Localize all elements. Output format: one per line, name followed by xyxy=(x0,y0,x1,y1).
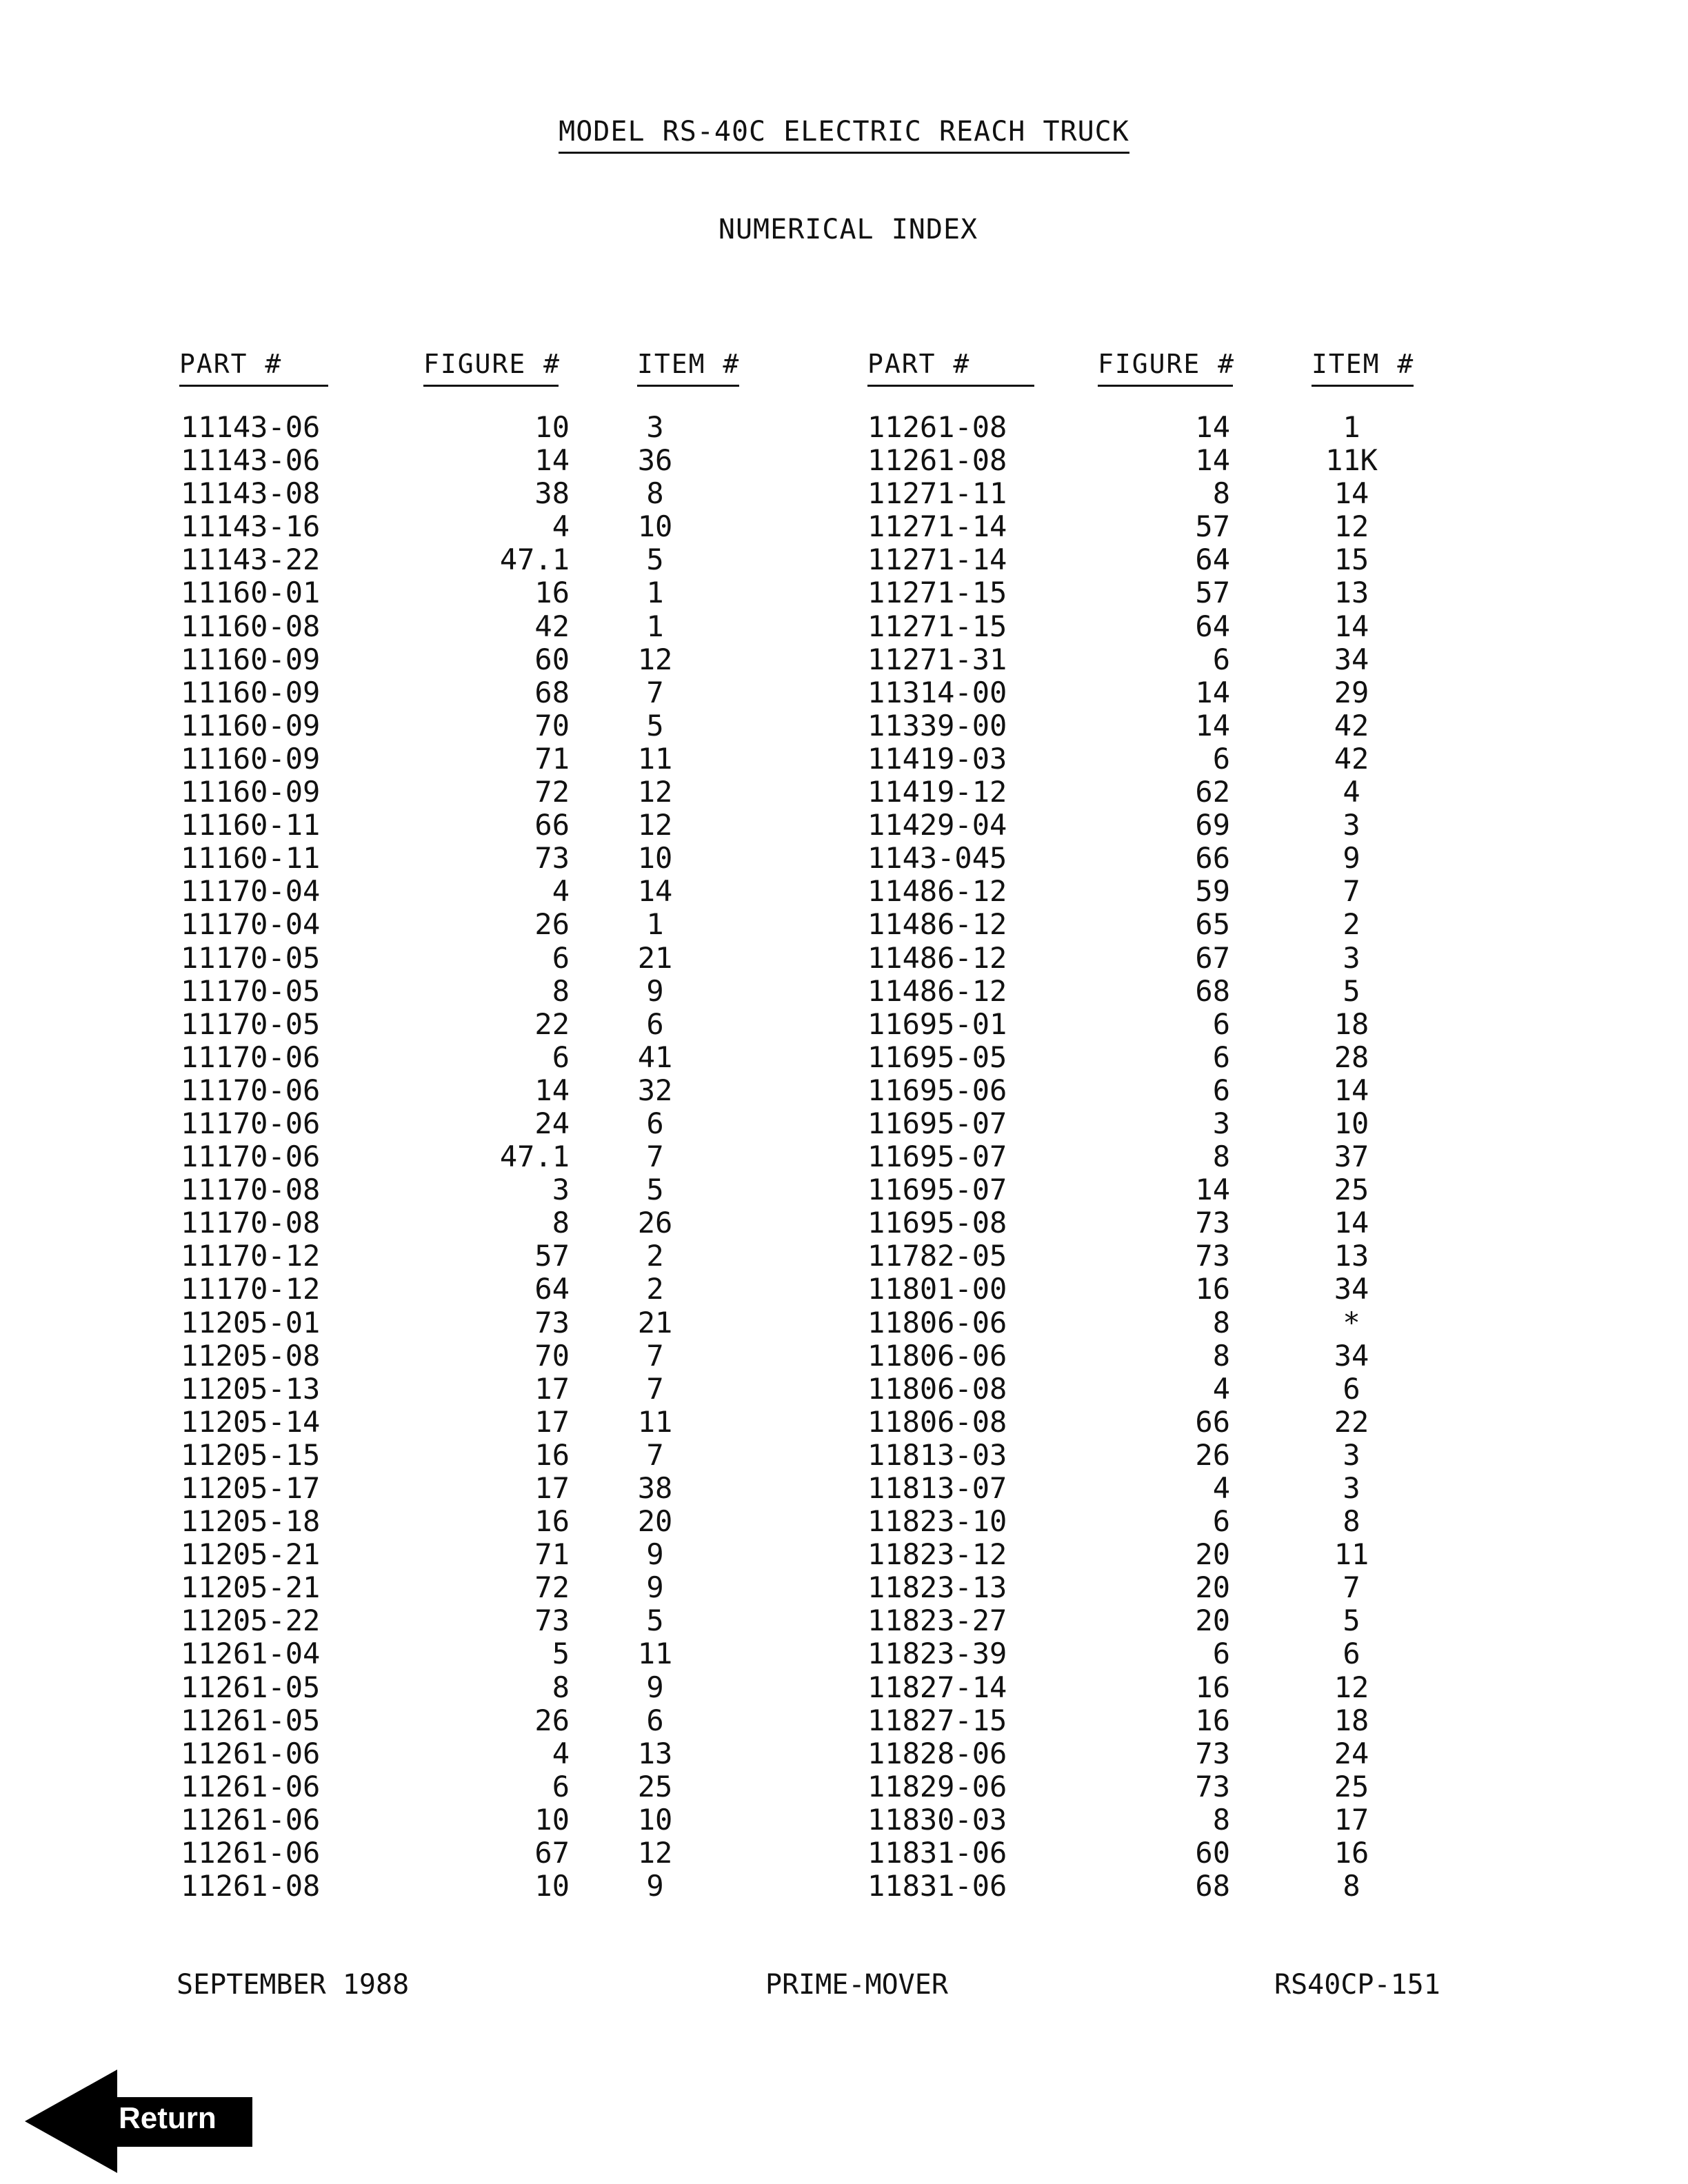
part-number-cell: 11261-08 xyxy=(181,1869,321,1903)
item-number-cell: 12 xyxy=(637,642,673,676)
item-number-cell: * xyxy=(1343,1305,1360,1339)
figure-number-cell: 73 xyxy=(534,1604,570,1638)
part-number-cell: 11823-12 xyxy=(867,1537,1007,1572)
part-number-cell: 11823-10 xyxy=(867,1504,1007,1539)
part-number-cell: 11261-05 xyxy=(181,1670,321,1704)
part-number-cell: 11160-09 xyxy=(181,741,321,776)
part-number-cell: 1143-045 xyxy=(867,841,1007,876)
part-number-cell: 11813-03 xyxy=(867,1437,1007,1472)
item-number-cell: 11 xyxy=(637,1404,673,1439)
item-number-cell: 32 xyxy=(637,1073,673,1107)
item-number-cell: 3 xyxy=(1343,1471,1360,1505)
item-number-cell: 42 xyxy=(1334,741,1369,776)
part-number-cell: 11486-12 xyxy=(867,973,1007,1008)
figure-number-cell: 67 xyxy=(1195,940,1230,975)
part-number-cell: 11806-08 xyxy=(867,1404,1007,1439)
figure-number-cell: 64 xyxy=(1195,609,1230,643)
figure-number-cell: 60 xyxy=(534,642,570,676)
figure-number-cell: 73 xyxy=(534,841,570,876)
item-number-cell: 3 xyxy=(1343,940,1360,975)
item-number-cell: 5 xyxy=(1343,1604,1360,1638)
item-number-cell: 12 xyxy=(1334,1670,1369,1704)
figure-number-cell: 6 xyxy=(552,1769,570,1803)
item-number-cell: 2 xyxy=(646,1239,664,1273)
figure-number-cell: 8 xyxy=(1212,1140,1230,1174)
part-number-cell: 11271-15 xyxy=(867,609,1007,643)
part-number-cell: 11261-05 xyxy=(181,1703,321,1737)
footer-page-code: RS40CP-151 xyxy=(1274,1969,1440,2001)
part-number-cell: 11829-06 xyxy=(867,1769,1007,1803)
page-title-text: MODEL RS-40C ELECTRIC REACH TRUCK xyxy=(559,116,1129,154)
figure-number-cell: 8 xyxy=(1212,1305,1230,1339)
part-number-cell: 11205-14 xyxy=(181,1404,321,1439)
part-number-cell: 11205-18 xyxy=(181,1504,321,1539)
part-number-cell: 11160-01 xyxy=(181,576,321,610)
figure-number-cell: 3 xyxy=(1212,1106,1230,1140)
figure-number-cell: 6 xyxy=(1212,642,1230,676)
figure-number-cell: 10 xyxy=(534,1802,570,1837)
part-number-cell: 11827-15 xyxy=(867,1703,1007,1737)
part-number-cell: 11261-06 xyxy=(181,1836,321,1870)
figure-number-cell: 47.1 xyxy=(499,1140,570,1174)
item-number-cell: 14 xyxy=(1334,1206,1369,1240)
part-number-cell: 11271-14 xyxy=(867,543,1007,577)
item-number-cell: 34 xyxy=(1334,1338,1369,1373)
item-number-cell: 38 xyxy=(637,1471,673,1505)
part-number-cell: 11160-11 xyxy=(181,841,321,876)
figure-number-cell: 3 xyxy=(552,1173,570,1207)
item-number-cell: 26 xyxy=(637,1206,673,1240)
item-number-cell: 21 xyxy=(637,940,673,975)
part-number-cell: 11271-14 xyxy=(867,509,1007,544)
figure-number-cell: 65 xyxy=(1195,907,1230,942)
item-number-cell: 6 xyxy=(646,1106,664,1140)
item-number-cell: 25 xyxy=(637,1769,673,1803)
item-number-cell: 3 xyxy=(1343,1437,1360,1472)
figure-number-cell: 17 xyxy=(534,1371,570,1406)
item-number-cell: 7 xyxy=(646,1371,664,1406)
part-number-cell: 11271-15 xyxy=(867,576,1007,610)
figure-number-cell: 6 xyxy=(1212,1637,1230,1671)
part-number-cell: 11170-06 xyxy=(181,1073,321,1107)
part-number-cell: 11143-08 xyxy=(181,476,321,511)
figure-number-cell: 17 xyxy=(534,1404,570,1439)
item-number-cell: 9 xyxy=(646,1570,664,1605)
item-number-cell: 12 xyxy=(637,808,673,842)
item-number-cell: 8 xyxy=(646,476,664,511)
part-number-cell: 11160-09 xyxy=(181,642,321,676)
part-number-cell: 11160-08 xyxy=(181,609,321,643)
part-number-cell: 11806-06 xyxy=(867,1305,1007,1339)
return-button[interactable] xyxy=(25,2070,259,2173)
figure-number-cell: 6 xyxy=(1212,741,1230,776)
part-number-cell: 11170-06 xyxy=(181,1040,321,1074)
part-number-cell: 11823-13 xyxy=(867,1570,1007,1605)
left-part-header: PART # xyxy=(179,349,328,387)
item-number-cell: 42 xyxy=(1334,708,1369,742)
item-number-cell: 3 xyxy=(646,410,664,444)
item-number-cell: 29 xyxy=(1334,675,1369,709)
footer-date: SEPTEMBER 1988 xyxy=(177,1969,410,2001)
item-number-cell: 2 xyxy=(1343,907,1360,942)
item-number-cell: 16 xyxy=(1334,1836,1369,1870)
part-number-cell: 11813-07 xyxy=(867,1471,1007,1505)
part-number-cell: 11143-22 xyxy=(181,543,321,577)
figure-number-cell: 14 xyxy=(1195,410,1230,444)
item-number-cell: 12 xyxy=(637,1836,673,1870)
figure-number-cell: 57 xyxy=(1195,509,1230,544)
part-number-cell: 11170-12 xyxy=(181,1272,321,1306)
item-number-cell: 11 xyxy=(637,1637,673,1671)
part-number-cell: 11160-09 xyxy=(181,708,321,742)
figure-number-cell: 70 xyxy=(534,708,570,742)
part-number-cell: 11271-31 xyxy=(867,642,1007,676)
part-number-cell: 11806-06 xyxy=(867,1338,1007,1373)
figure-number-cell: 4 xyxy=(1212,1371,1230,1406)
figure-number-cell: 73 xyxy=(1195,1769,1230,1803)
figure-number-cell: 20 xyxy=(1195,1604,1230,1638)
part-number-cell: 11429-04 xyxy=(867,808,1007,842)
item-number-cell: 37 xyxy=(1334,1140,1369,1174)
item-number-cell: 6 xyxy=(646,1703,664,1737)
figure-number-cell: 66 xyxy=(534,808,570,842)
part-number-cell: 11695-01 xyxy=(867,1007,1007,1041)
part-number-cell: 11205-17 xyxy=(181,1471,321,1505)
figure-number-cell: 71 xyxy=(534,1537,570,1572)
item-number-cell: 3 xyxy=(1343,808,1360,842)
figure-number-cell: 68 xyxy=(1195,1869,1230,1903)
right-item-header: ITEM # xyxy=(1312,349,1414,387)
item-number-cell: 9 xyxy=(646,1537,664,1572)
right-part-column xyxy=(867,411,1040,1903)
figure-number-cell: 10 xyxy=(534,1869,570,1903)
figure-number-cell: 4 xyxy=(552,509,570,544)
item-number-cell: 1 xyxy=(646,576,664,610)
part-number-cell: 11695-07 xyxy=(867,1173,1007,1207)
item-number-cell: 7 xyxy=(646,1140,664,1174)
figure-number-cell: 14 xyxy=(1195,1173,1230,1207)
right-part-header: PART # xyxy=(867,349,1034,387)
part-number-cell: 11143-06 xyxy=(181,443,321,478)
figure-number-cell: 16 xyxy=(1195,1670,1230,1704)
figure-number-cell: 73 xyxy=(534,1305,570,1339)
figure-number-cell: 14 xyxy=(534,443,570,478)
item-number-cell: 25 xyxy=(1334,1769,1369,1803)
item-number-cell: 5 xyxy=(646,1604,664,1638)
part-number-cell: 11695-06 xyxy=(867,1073,1007,1107)
footer-section: PRIME-MOVER xyxy=(765,1969,948,2001)
figure-number-cell: 26 xyxy=(534,907,570,942)
part-number-cell: 11205-15 xyxy=(181,1437,321,1472)
item-number-cell: 12 xyxy=(637,775,673,809)
part-number-cell: 11170-05 xyxy=(181,973,321,1008)
part-number-cell: 11205-13 xyxy=(181,1371,321,1406)
item-number-cell: 18 xyxy=(1334,1007,1369,1041)
item-number-cell: 7 xyxy=(646,675,664,709)
item-number-cell: 20 xyxy=(637,1504,673,1539)
part-number-cell: 11828-06 xyxy=(867,1736,1007,1770)
figure-number-cell: 47.1 xyxy=(499,543,570,577)
part-number-cell: 11486-12 xyxy=(867,907,1007,942)
right-item-column xyxy=(1310,411,1393,1903)
item-number-cell: 8 xyxy=(1343,1869,1360,1903)
figure-number-cell: 8 xyxy=(552,1206,570,1240)
part-number-cell: 11205-08 xyxy=(181,1338,321,1373)
figure-number-cell: 16 xyxy=(534,576,570,610)
right-figure-header: FIGURE # xyxy=(1098,349,1233,387)
part-number-cell: 11143-16 xyxy=(181,509,321,544)
item-number-cell: 14 xyxy=(1334,609,1369,643)
item-number-cell: 12 xyxy=(1334,509,1369,544)
item-number-cell: 10 xyxy=(637,509,673,544)
part-number-cell: 11486-12 xyxy=(867,940,1007,975)
item-number-cell: 7 xyxy=(1343,874,1360,909)
item-number-cell: 1 xyxy=(646,609,664,643)
part-number-cell: 11170-08 xyxy=(181,1206,321,1240)
figure-number-cell: 68 xyxy=(534,675,570,709)
part-number-cell: 11823-39 xyxy=(867,1637,1007,1671)
item-number-cell: 9 xyxy=(1343,841,1360,876)
figure-number-cell: 5 xyxy=(552,1637,570,1671)
figure-number-cell: 66 xyxy=(1195,841,1230,876)
figure-number-cell: 16 xyxy=(534,1504,570,1539)
item-number-cell: 1 xyxy=(646,907,664,942)
part-number-cell: 11339-00 xyxy=(867,708,1007,742)
figure-number-cell: 73 xyxy=(1195,1736,1230,1770)
part-number-cell: 11801-00 xyxy=(867,1272,1007,1306)
figure-number-cell: 42 xyxy=(534,609,570,643)
figure-number-cell: 17 xyxy=(534,1471,570,1505)
figure-number-cell: 59 xyxy=(1195,874,1230,909)
part-number-cell: 11170-04 xyxy=(181,874,321,909)
item-number-cell: 9 xyxy=(646,973,664,1008)
part-number-cell: 11170-05 xyxy=(181,1007,321,1041)
item-number-cell: 36 xyxy=(637,443,673,478)
item-number-cell: 15 xyxy=(1334,543,1369,577)
part-number-cell: 11261-06 xyxy=(181,1769,321,1803)
item-number-cell: 5 xyxy=(1343,973,1360,1008)
left-item-column xyxy=(621,411,690,1903)
item-number-cell: 8 xyxy=(1343,1504,1360,1539)
part-number-cell: 11205-22 xyxy=(181,1604,321,1638)
figure-number-cell: 70 xyxy=(534,1338,570,1373)
figure-number-cell: 72 xyxy=(534,775,570,809)
item-number-cell: 28 xyxy=(1334,1040,1369,1074)
part-number-cell: 11806-08 xyxy=(867,1371,1007,1406)
part-number-cell: 11160-09 xyxy=(181,775,321,809)
item-number-cell: 25 xyxy=(1334,1173,1369,1207)
item-number-cell: 11 xyxy=(637,741,673,776)
item-number-cell: 10 xyxy=(1334,1106,1369,1140)
item-number-cell: 34 xyxy=(1334,642,1369,676)
figure-number-cell: 6 xyxy=(1212,1504,1230,1539)
part-number-cell: 11205-21 xyxy=(181,1537,321,1572)
figure-number-cell: 4 xyxy=(552,874,570,909)
item-number-cell: 6 xyxy=(1343,1637,1360,1671)
right-figure-column xyxy=(1131,411,1230,1903)
item-number-cell: 41 xyxy=(637,1040,673,1074)
item-number-cell: 11 xyxy=(1334,1537,1369,1572)
figure-number-cell: 57 xyxy=(1195,576,1230,610)
figure-number-cell: 73 xyxy=(1195,1206,1230,1240)
page-subtitle: NUMERICAL INDEX xyxy=(718,214,978,245)
figure-number-cell: 20 xyxy=(1195,1570,1230,1605)
part-number-cell: 11695-07 xyxy=(867,1106,1007,1140)
item-number-cell: 7 xyxy=(646,1437,664,1472)
figure-number-cell: 68 xyxy=(1195,973,1230,1008)
figure-number-cell: 16 xyxy=(1195,1272,1230,1306)
figure-number-cell: 14 xyxy=(534,1073,570,1107)
figure-number-cell: 14 xyxy=(1195,708,1230,742)
part-number-cell: 11486-12 xyxy=(867,874,1007,909)
part-number-cell: 11831-06 xyxy=(867,1869,1007,1903)
part-number-cell: 11261-08 xyxy=(867,443,1007,478)
item-number-cell: 14 xyxy=(1334,476,1369,511)
part-number-cell: 11170-05 xyxy=(181,940,321,975)
item-number-cell: 10 xyxy=(637,1802,673,1837)
figure-number-cell: 26 xyxy=(534,1703,570,1737)
part-number-cell: 11170-06 xyxy=(181,1106,321,1140)
figure-number-cell: 66 xyxy=(1195,1404,1230,1439)
figure-number-cell: 38 xyxy=(534,476,570,511)
figure-number-cell: 64 xyxy=(534,1272,570,1306)
item-number-cell: 6 xyxy=(1343,1371,1360,1406)
part-number-cell: 11205-21 xyxy=(181,1570,321,1605)
figure-number-cell: 22 xyxy=(534,1007,570,1041)
figure-number-cell: 67 xyxy=(534,1836,570,1870)
figure-number-cell: 62 xyxy=(1195,775,1230,809)
part-number-cell: 11160-11 xyxy=(181,808,321,842)
part-number-cell: 11419-12 xyxy=(867,775,1007,809)
figure-number-cell: 16 xyxy=(1195,1703,1230,1737)
item-number-cell: 13 xyxy=(1334,1239,1369,1273)
figure-number-cell: 20 xyxy=(1195,1537,1230,1572)
item-number-cell: 13 xyxy=(637,1736,673,1770)
figure-number-cell: 6 xyxy=(552,940,570,975)
part-number-cell: 11695-08 xyxy=(867,1206,1007,1240)
left-part-column xyxy=(181,411,346,1903)
part-number-cell: 11695-07 xyxy=(867,1140,1007,1174)
item-number-cell: 11K xyxy=(1325,443,1378,478)
return-label: Return xyxy=(119,2101,217,2135)
figure-number-cell: 16 xyxy=(534,1437,570,1472)
item-number-cell: 14 xyxy=(1334,1073,1369,1107)
figure-number-cell: 6 xyxy=(1212,1073,1230,1107)
left-item-header: ITEM # xyxy=(637,349,739,387)
part-number-cell: 11271-11 xyxy=(867,476,1007,511)
part-number-cell: 11160-09 xyxy=(181,675,321,709)
item-number-cell: 7 xyxy=(646,1338,664,1373)
figure-number-cell: 6 xyxy=(552,1040,570,1074)
figure-number-cell: 10 xyxy=(534,410,570,444)
figure-number-cell: 4 xyxy=(552,1736,570,1770)
item-number-cell: 10 xyxy=(637,841,673,876)
part-number-cell: 11831-06 xyxy=(867,1836,1007,1870)
figure-number-cell: 4 xyxy=(1212,1471,1230,1505)
item-number-cell: 13 xyxy=(1334,576,1369,610)
part-number-cell: 11261-04 xyxy=(181,1637,321,1671)
figure-number-cell: 8 xyxy=(1212,1338,1230,1373)
item-number-cell: 7 xyxy=(1343,1570,1360,1605)
figure-number-cell: 14 xyxy=(1195,443,1230,478)
figure-number-cell: 71 xyxy=(534,741,570,776)
item-number-cell: 14 xyxy=(637,874,673,909)
figure-number-cell: 24 xyxy=(534,1106,570,1140)
item-number-cell: 1 xyxy=(1343,410,1360,444)
figure-number-cell: 73 xyxy=(1195,1239,1230,1273)
figure-number-cell: 6 xyxy=(1212,1040,1230,1074)
part-number-cell: 11261-06 xyxy=(181,1736,321,1770)
part-number-cell: 11261-08 xyxy=(867,410,1007,444)
figure-number-cell: 8 xyxy=(1212,1802,1230,1837)
part-number-cell: 11695-05 xyxy=(867,1040,1007,1074)
part-number-cell: 11261-06 xyxy=(181,1802,321,1837)
part-number-cell: 11823-27 xyxy=(867,1604,1007,1638)
figure-number-cell: 8 xyxy=(1212,476,1230,511)
part-number-cell: 11170-12 xyxy=(181,1239,321,1273)
item-number-cell: 5 xyxy=(646,708,664,742)
figure-number-cell: 60 xyxy=(1195,1836,1230,1870)
page-title xyxy=(0,116,1688,148)
item-number-cell: 9 xyxy=(646,1869,664,1903)
figure-number-cell: 69 xyxy=(1195,808,1230,842)
figure-number-cell: 72 xyxy=(534,1570,570,1605)
part-number-cell: 11170-08 xyxy=(181,1173,321,1207)
figure-number-cell: 8 xyxy=(552,1670,570,1704)
part-number-cell: 11170-04 xyxy=(181,907,321,942)
figure-number-cell: 14 xyxy=(1195,675,1230,709)
part-number-cell: 11170-06 xyxy=(181,1140,321,1174)
item-number-cell: 34 xyxy=(1334,1272,1369,1306)
item-number-cell: 18 xyxy=(1334,1703,1369,1737)
item-number-cell: 17 xyxy=(1334,1802,1369,1837)
item-number-cell: 24 xyxy=(1334,1736,1369,1770)
item-number-cell: 6 xyxy=(646,1007,664,1041)
figure-number-cell: 26 xyxy=(1195,1437,1230,1472)
part-number-cell: 11419-03 xyxy=(867,741,1007,776)
part-number-cell: 11782-05 xyxy=(867,1239,1007,1273)
part-number-cell: 11143-06 xyxy=(181,410,321,444)
part-number-cell: 11205-01 xyxy=(181,1305,321,1339)
figure-number-cell: 6 xyxy=(1212,1007,1230,1041)
item-number-cell: 2 xyxy=(646,1272,664,1306)
item-number-cell: 5 xyxy=(646,543,664,577)
left-figure-column xyxy=(441,411,570,1903)
item-number-cell: 9 xyxy=(646,1670,664,1704)
item-number-cell: 5 xyxy=(646,1173,664,1207)
figure-number-cell: 8 xyxy=(552,973,570,1008)
figure-number-cell: 57 xyxy=(534,1239,570,1273)
figure-number-cell: 64 xyxy=(1195,543,1230,577)
item-number-cell: 21 xyxy=(637,1305,673,1339)
left-figure-header: FIGURE # xyxy=(423,349,559,387)
part-number-cell: 11827-14 xyxy=(867,1670,1007,1704)
item-number-cell: 4 xyxy=(1343,775,1360,809)
item-number-cell: 22 xyxy=(1334,1404,1369,1439)
part-number-cell: 11830-03 xyxy=(867,1802,1007,1837)
part-number-cell: 11314-00 xyxy=(867,675,1007,709)
